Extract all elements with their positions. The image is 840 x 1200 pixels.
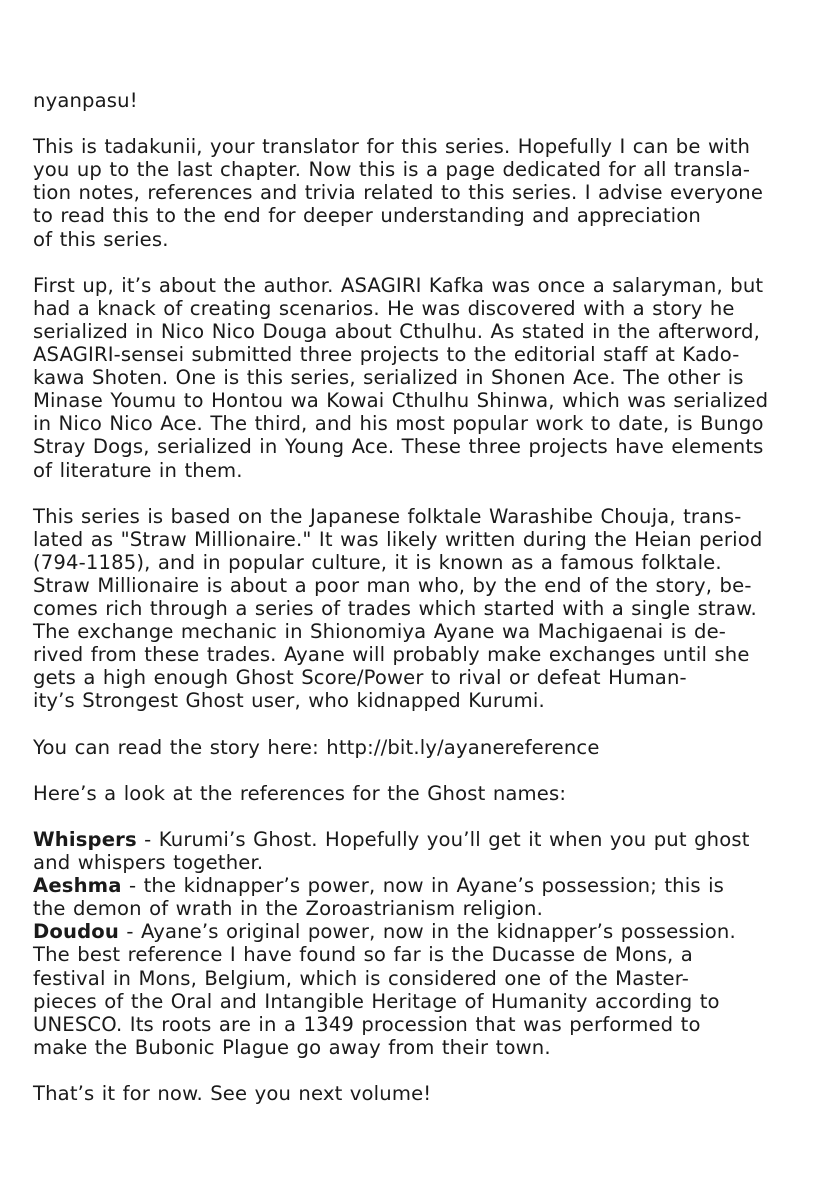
- paragraph-gap: [33, 251, 813, 274]
- ghost-entry-doudou: [33, 920, 813, 1059]
- folktale-paragraph: This series is based on the Japanese folktale Warashibe Chouja, trans- lated as "Straw Millionaire." It was likely written during the Heian period (794-1185), and in popular culture, it is known as a famous folktale. Straw Millionaire is about a poor man who, by the end of the story, be- comes rich through a series of trades which started with a single straw. The exchange mechanic in Shionomiya Ayane wa Machigaenai is de- rived from these trades. Ayane will probably make exchanges until she gets a high enough Ghost Score/Power to rival or defeat Human- ity’s Strongest Ghost user, who kidnapped Kurumi.: [33, 504, 763, 713]
- intro-paragraph: This is tadakunii, your translator for this series. Hopefully I can be with you up to the last chapter. Now this is a page dedicated for all transla- tion notes, references and trivia related to this series. I advise everyone to read this to the end for deeper understanding and appreciation of this series.: [33, 135, 764, 251]
- author-paragraph: First up, it’s about the author. ASAGIRI Kafka was once a salaryman, but had a knack of creating scenarios. He was discovered with a story he serialized in Nico Nico Douga about Cthulhu. As stated in the afterword, ASAGIRI-sensei submitted three projects to the editorial staff at Kado- kawa Shoten. One is this series, serialized in Shonen Ace. The other is Minase Youmu to Hontou wa Kowai Cthulhu Shinwa, which was serialized in Nico Nico Ace. The third, and his most popular work to date, is Bungo Stray Dogs, serialized in Young Ace. These three projects have elements of literature in them.: [33, 273, 769, 482]
- ghost-intro: Here’s a look at the references for the Ghost names:: [33, 781, 567, 805]
- paragraph-gap: [33, 482, 813, 505]
- ghost-description: - Ayane’s original power, now in the kidnapper’s possession. The best reference I have found so far is the Ducasse de Mons, a festival in Mons, Belgium, which is considered one of the Master- pieces of the Oral and Intangible Heritage of Humanity according to UNESCO. Its roots are in a 1349 procession that was performed to make the Bubonic Plague go away from their town.: [33, 920, 736, 1059]
- ghost-name: Aeshma: [33, 874, 122, 898]
- ghost-description: - Kurumi’s Ghost. Hopefully you’ll get it when you put ghost and whispers together.: [33, 828, 750, 875]
- story-link-line: You can read the story here: http://bit.ly/ayanereference: [33, 735, 600, 759]
- paragraph-gap: [33, 759, 813, 782]
- ghost-description: - the kidnapper’s power, now in Ayane’s possession; this is the demon of wrath in the Zoroastrianism religion.: [33, 874, 725, 921]
- closing-line: That’s it for now. See you next volume!: [33, 1082, 432, 1106]
- paragraph-gap: [33, 1059, 813, 1082]
- paragraph-gap: [33, 713, 813, 736]
- ghost-list: [33, 828, 813, 1059]
- greeting: nyanpasu!: [33, 89, 138, 112]
- paragraph-gap: [33, 805, 813, 828]
- ghost-name: Whispers: [33, 828, 137, 851]
- paragraph-gap: [33, 112, 813, 135]
- ghost-entry-aeshma: [33, 874, 813, 920]
- ghost-entry-whispers: [33, 828, 813, 874]
- translator-notes-page: [33, 89, 813, 1105]
- ghost-name: Doudou: [33, 920, 120, 944]
